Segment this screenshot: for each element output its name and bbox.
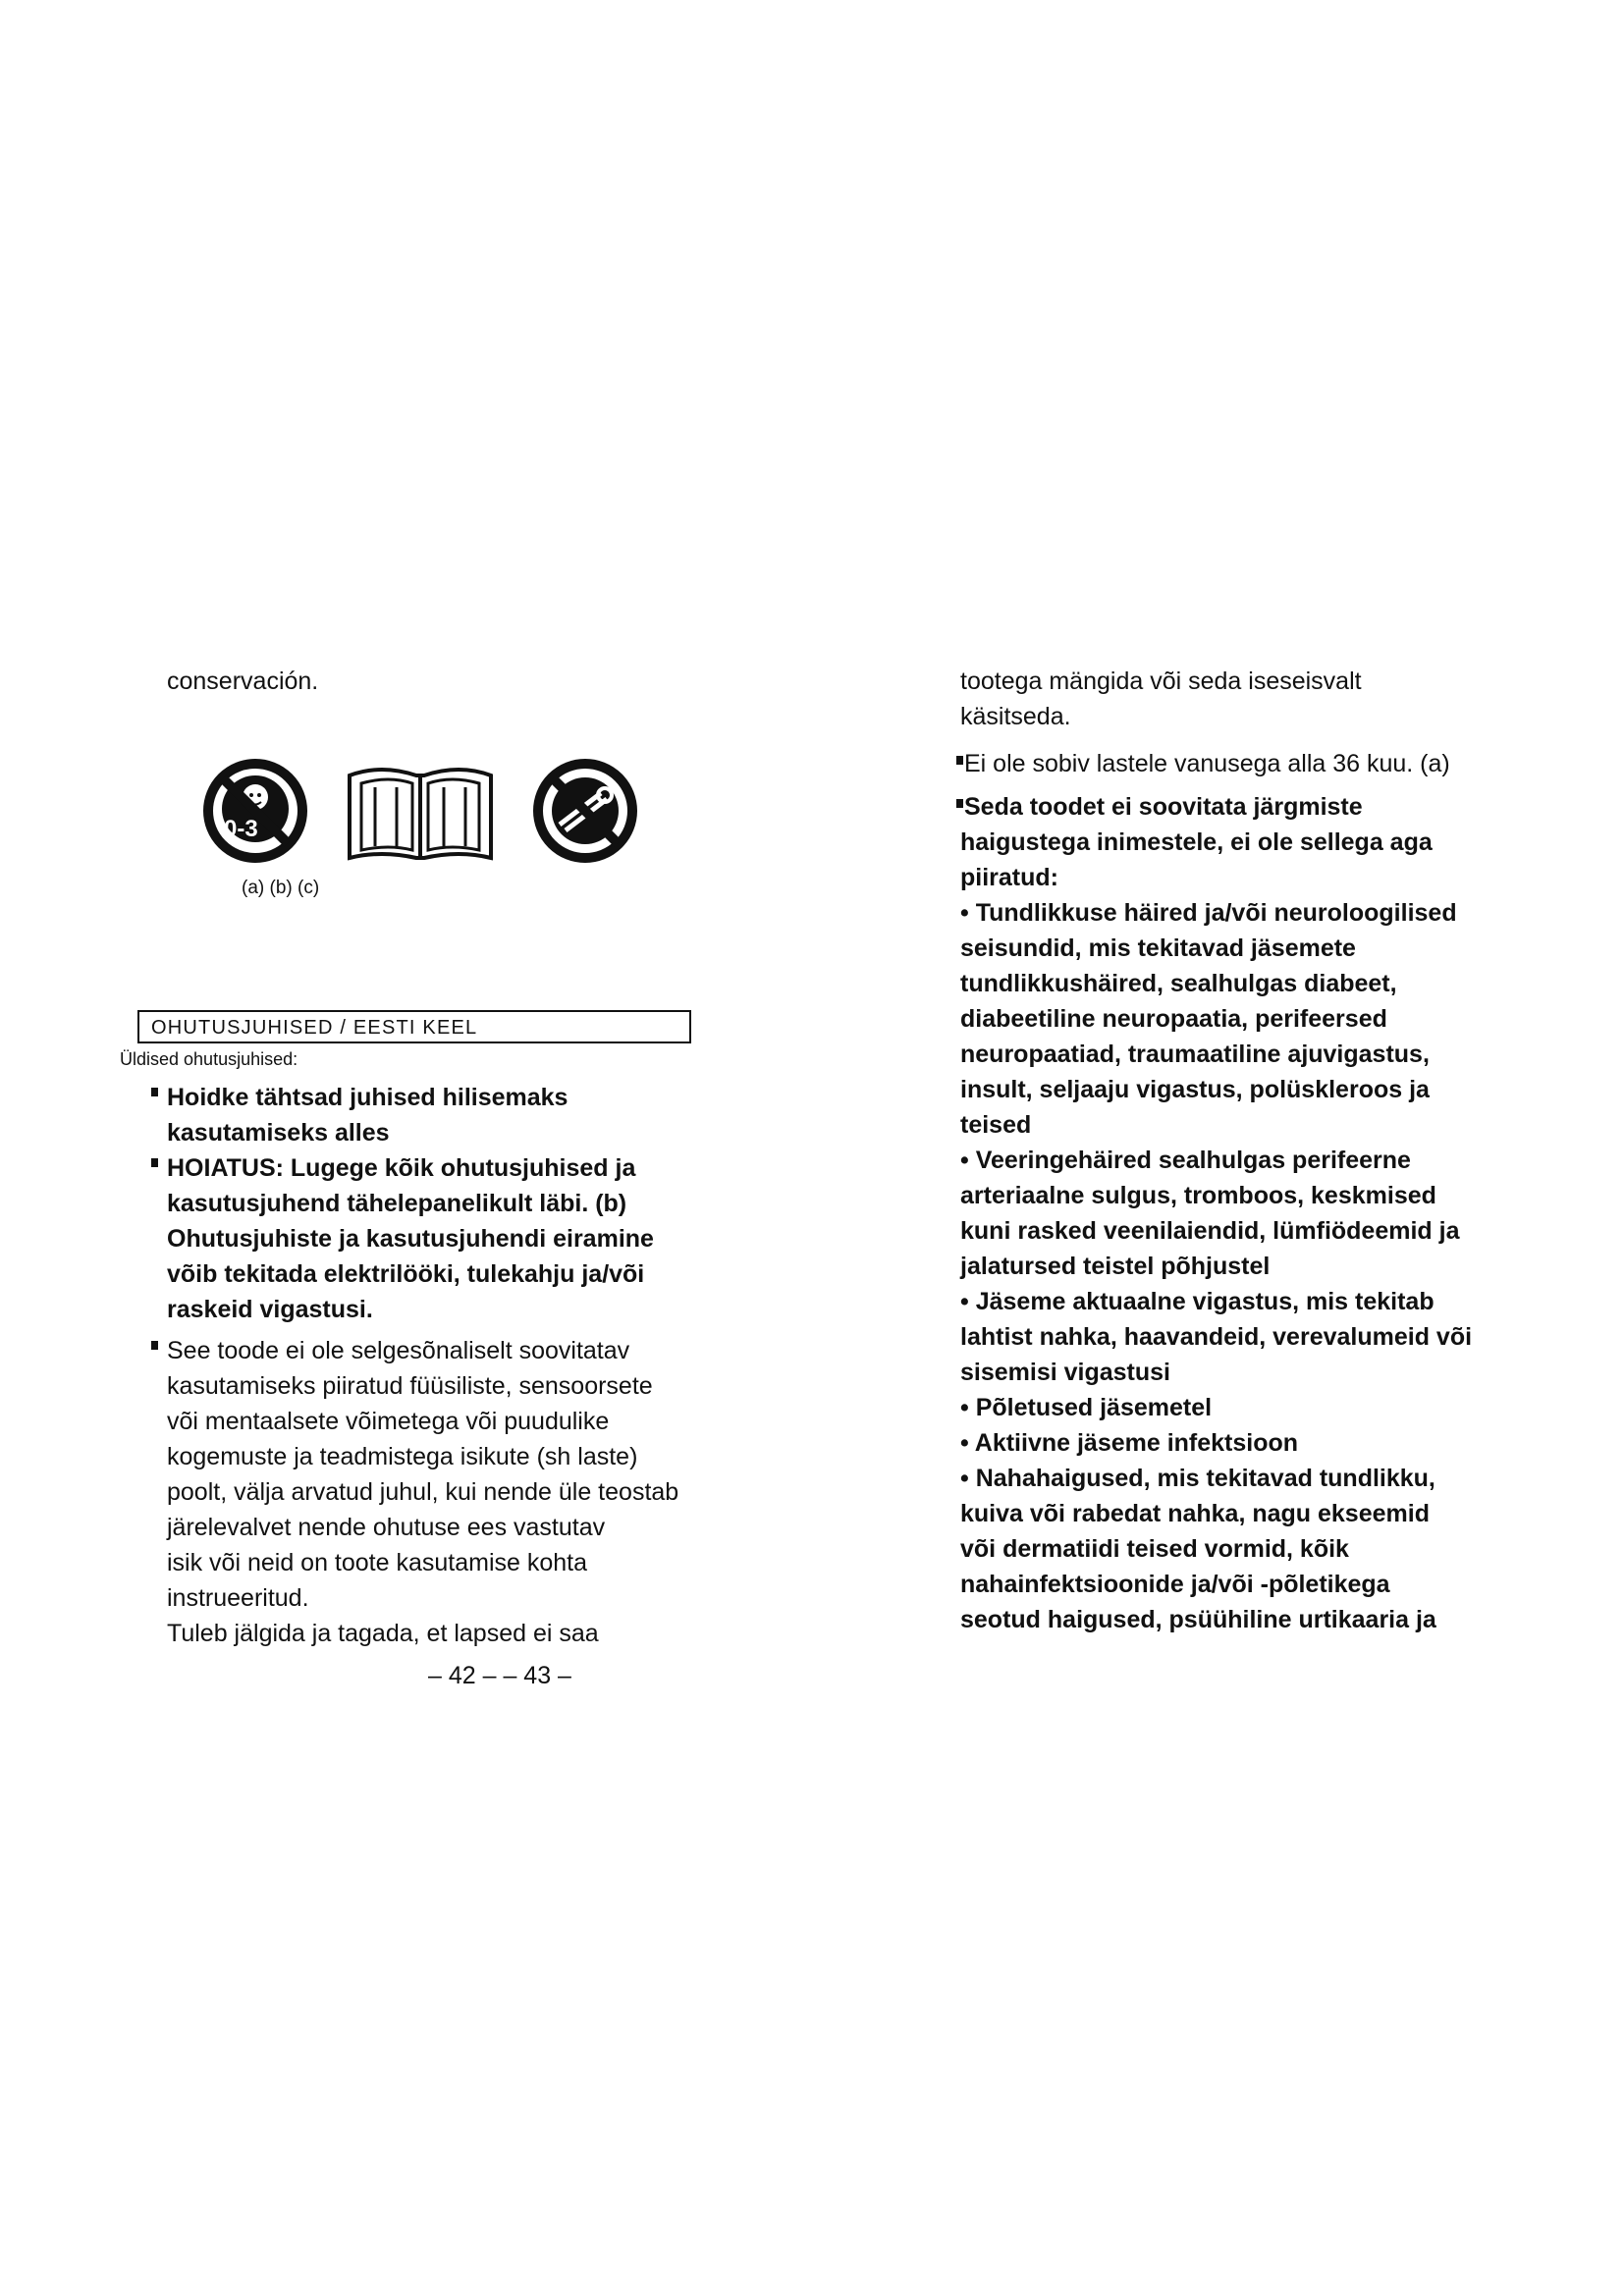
right-item-2-line-19: • Aktiivne jäseme infektsioon	[960, 1429, 1299, 1457]
safety-item-3-line-2: kasutamiseks piiratud füüsiliste, sensoorsete	[167, 1372, 653, 1400]
right-item-2-line-6: tundlikkushäired, sealhulgas diabeet,	[960, 970, 1397, 997]
right-item-2	[960, 789, 1510, 1637]
safety-item-3-line-1: See toode ei ole selgesõnaliselt soovitatav	[167, 1337, 630, 1364]
safety-item-3-line-7: isik või neid on toote kasutamise kohta	[167, 1549, 588, 1576]
right-cont-line-2: käsitseda.	[960, 703, 1071, 730]
safety-item-3-line-8: instrueeritud.	[167, 1584, 309, 1612]
no-pins-icon	[530, 756, 640, 866]
safety-item-3-line-3: või mentaalsete võimetega või puudulike	[167, 1408, 610, 1435]
section-title-box	[137, 1010, 691, 1043]
page-number: – 42 – – 43 –	[428, 1662, 571, 1689]
right-item-2-line-22: või dermatiidi teised vormid, kõik	[960, 1535, 1349, 1563]
right-item-2-line-3: piiratud:	[960, 864, 1058, 891]
right-item-2-line-5: seisundid, mis tekitavad jäsemete	[960, 934, 1356, 962]
read-manual-icon	[342, 756, 499, 866]
right-item-1	[960, 746, 1510, 781]
safety-item-1-line-2: kasutamiseks alles	[167, 1119, 390, 1147]
bullet-marker	[151, 1341, 158, 1350]
safety-item-3-line-9: Tuleb jälgida ja tagada, et lapsed ei saa	[167, 1620, 599, 1647]
safety-item-3-line-6: järelevalvet nende ohutuse ees vastutav	[167, 1514, 606, 1541]
bullet-marker	[956, 799, 963, 808]
right-item-1-line-1: Ei ole sobiv lastele vanusega alla 36 kuu. (a)	[964, 750, 1450, 777]
no-children-under-3-icon	[200, 756, 310, 866]
right-item-2-line-7: diabeetiline neuropaatia, perifeersed	[960, 1005, 1387, 1033]
safety-item-1	[157, 1080, 717, 1150]
right-item-2-line-8: neuropaatiad, traumaatiline ajuvigastus,	[960, 1041, 1430, 1068]
right-item-2-line-14: jalatursed teistel põhjustel	[960, 1253, 1271, 1280]
safety-item-3-line-4: kogemuste ja teadmistega isikute (sh laste)	[167, 1443, 638, 1470]
safety-item-3	[157, 1333, 717, 1651]
right-item-2-line-11: • Veeringehäired sealhulgas perifeerne	[960, 1147, 1411, 1174]
svg-text:0-3: 0-3	[224, 816, 258, 842]
right-item-2-line-4: • Tundlikkuse häired ja/või neuroloogilised	[960, 899, 1457, 927]
safety-item-2-line-5: raskeid vigastusi.	[167, 1296, 373, 1323]
right-item-2-line-15: • Jäseme aktuaalne vigastus, mis tekitab	[960, 1288, 1435, 1315]
right-item-2-line-24: seotud haigused, psüühiline urtikaaria ja	[960, 1606, 1436, 1633]
bullet-marker	[151, 1158, 158, 1167]
right-continuation	[960, 664, 1510, 734]
right-item-2-line-13: kuni rasked veenilaiendid, lümfiödeemid ja	[960, 1217, 1460, 1245]
safety-item-2-line-2: kasutusjuhend tähelepanelikult läbi. (b)	[167, 1190, 627, 1217]
safety-item-2-line-4: võib tekitada elektrilööki, tulekahju ja/või	[167, 1260, 645, 1288]
general-label: Üldised ohutusjuhised:	[120, 1049, 298, 1069]
bullet-marker	[151, 1088, 158, 1096]
right-item-2-line-16: lahtist nahka, haavandeid, verevalumeid või	[960, 1323, 1473, 1351]
safety-item-3-line-5: poolt, välja arvatud juhul, kui nende üle teostab	[167, 1478, 679, 1506]
right-item-2-line-18: • Põletused jäsemetel	[960, 1394, 1213, 1421]
right-item-2-line-17: sisemisi vigastusi	[960, 1359, 1171, 1386]
left-top-line: conservación.	[167, 667, 319, 695]
right-item-2-line-10: teised	[960, 1111, 1032, 1139]
right-item-2-line-2: haigustega inimestele, ei ole sellega aga	[960, 828, 1433, 856]
bullet-marker	[956, 756, 963, 765]
safety-item-2-line-1: HOIATUS: Lugege kõik ohutusjuhised ja	[167, 1154, 636, 1182]
right-item-2-line-1: Seda toodet ei soovitata järgmiste	[964, 793, 1363, 821]
right-item-2-line-23: nahainfektsioonide ja/või -põletikega	[960, 1571, 1390, 1598]
right-item-2-line-21: kuiva või rabedat nahka, nagu ekseemid	[960, 1500, 1430, 1527]
right-item-2-line-12: arteriaalne sulgus, tromboos, keskmised	[960, 1182, 1436, 1209]
safety-item-2-line-3: Ohutusjuhiste ja kasutusjuhendi eiramine	[167, 1225, 654, 1253]
section-title: OHUTUSJUHISED / EESTI KEEL	[151, 1017, 478, 1039]
right-cont-line-1: tootega mängida või seda iseseisvalt	[960, 667, 1362, 695]
safety-item-2	[157, 1150, 717, 1327]
warning-icons-row	[200, 756, 642, 874]
right-item-2-line-20: • Nahahaigused, mis tekitavad tundlikku,	[960, 1465, 1435, 1492]
right-item-2-line-9: insult, seljaaju vigastus, polüskleroos ja	[960, 1076, 1430, 1103]
safety-item-1-line-1: Hoidke tähtsad juhised hilisemaks	[167, 1084, 568, 1111]
icon-caption: (a) (b) (c)	[242, 878, 320, 898]
